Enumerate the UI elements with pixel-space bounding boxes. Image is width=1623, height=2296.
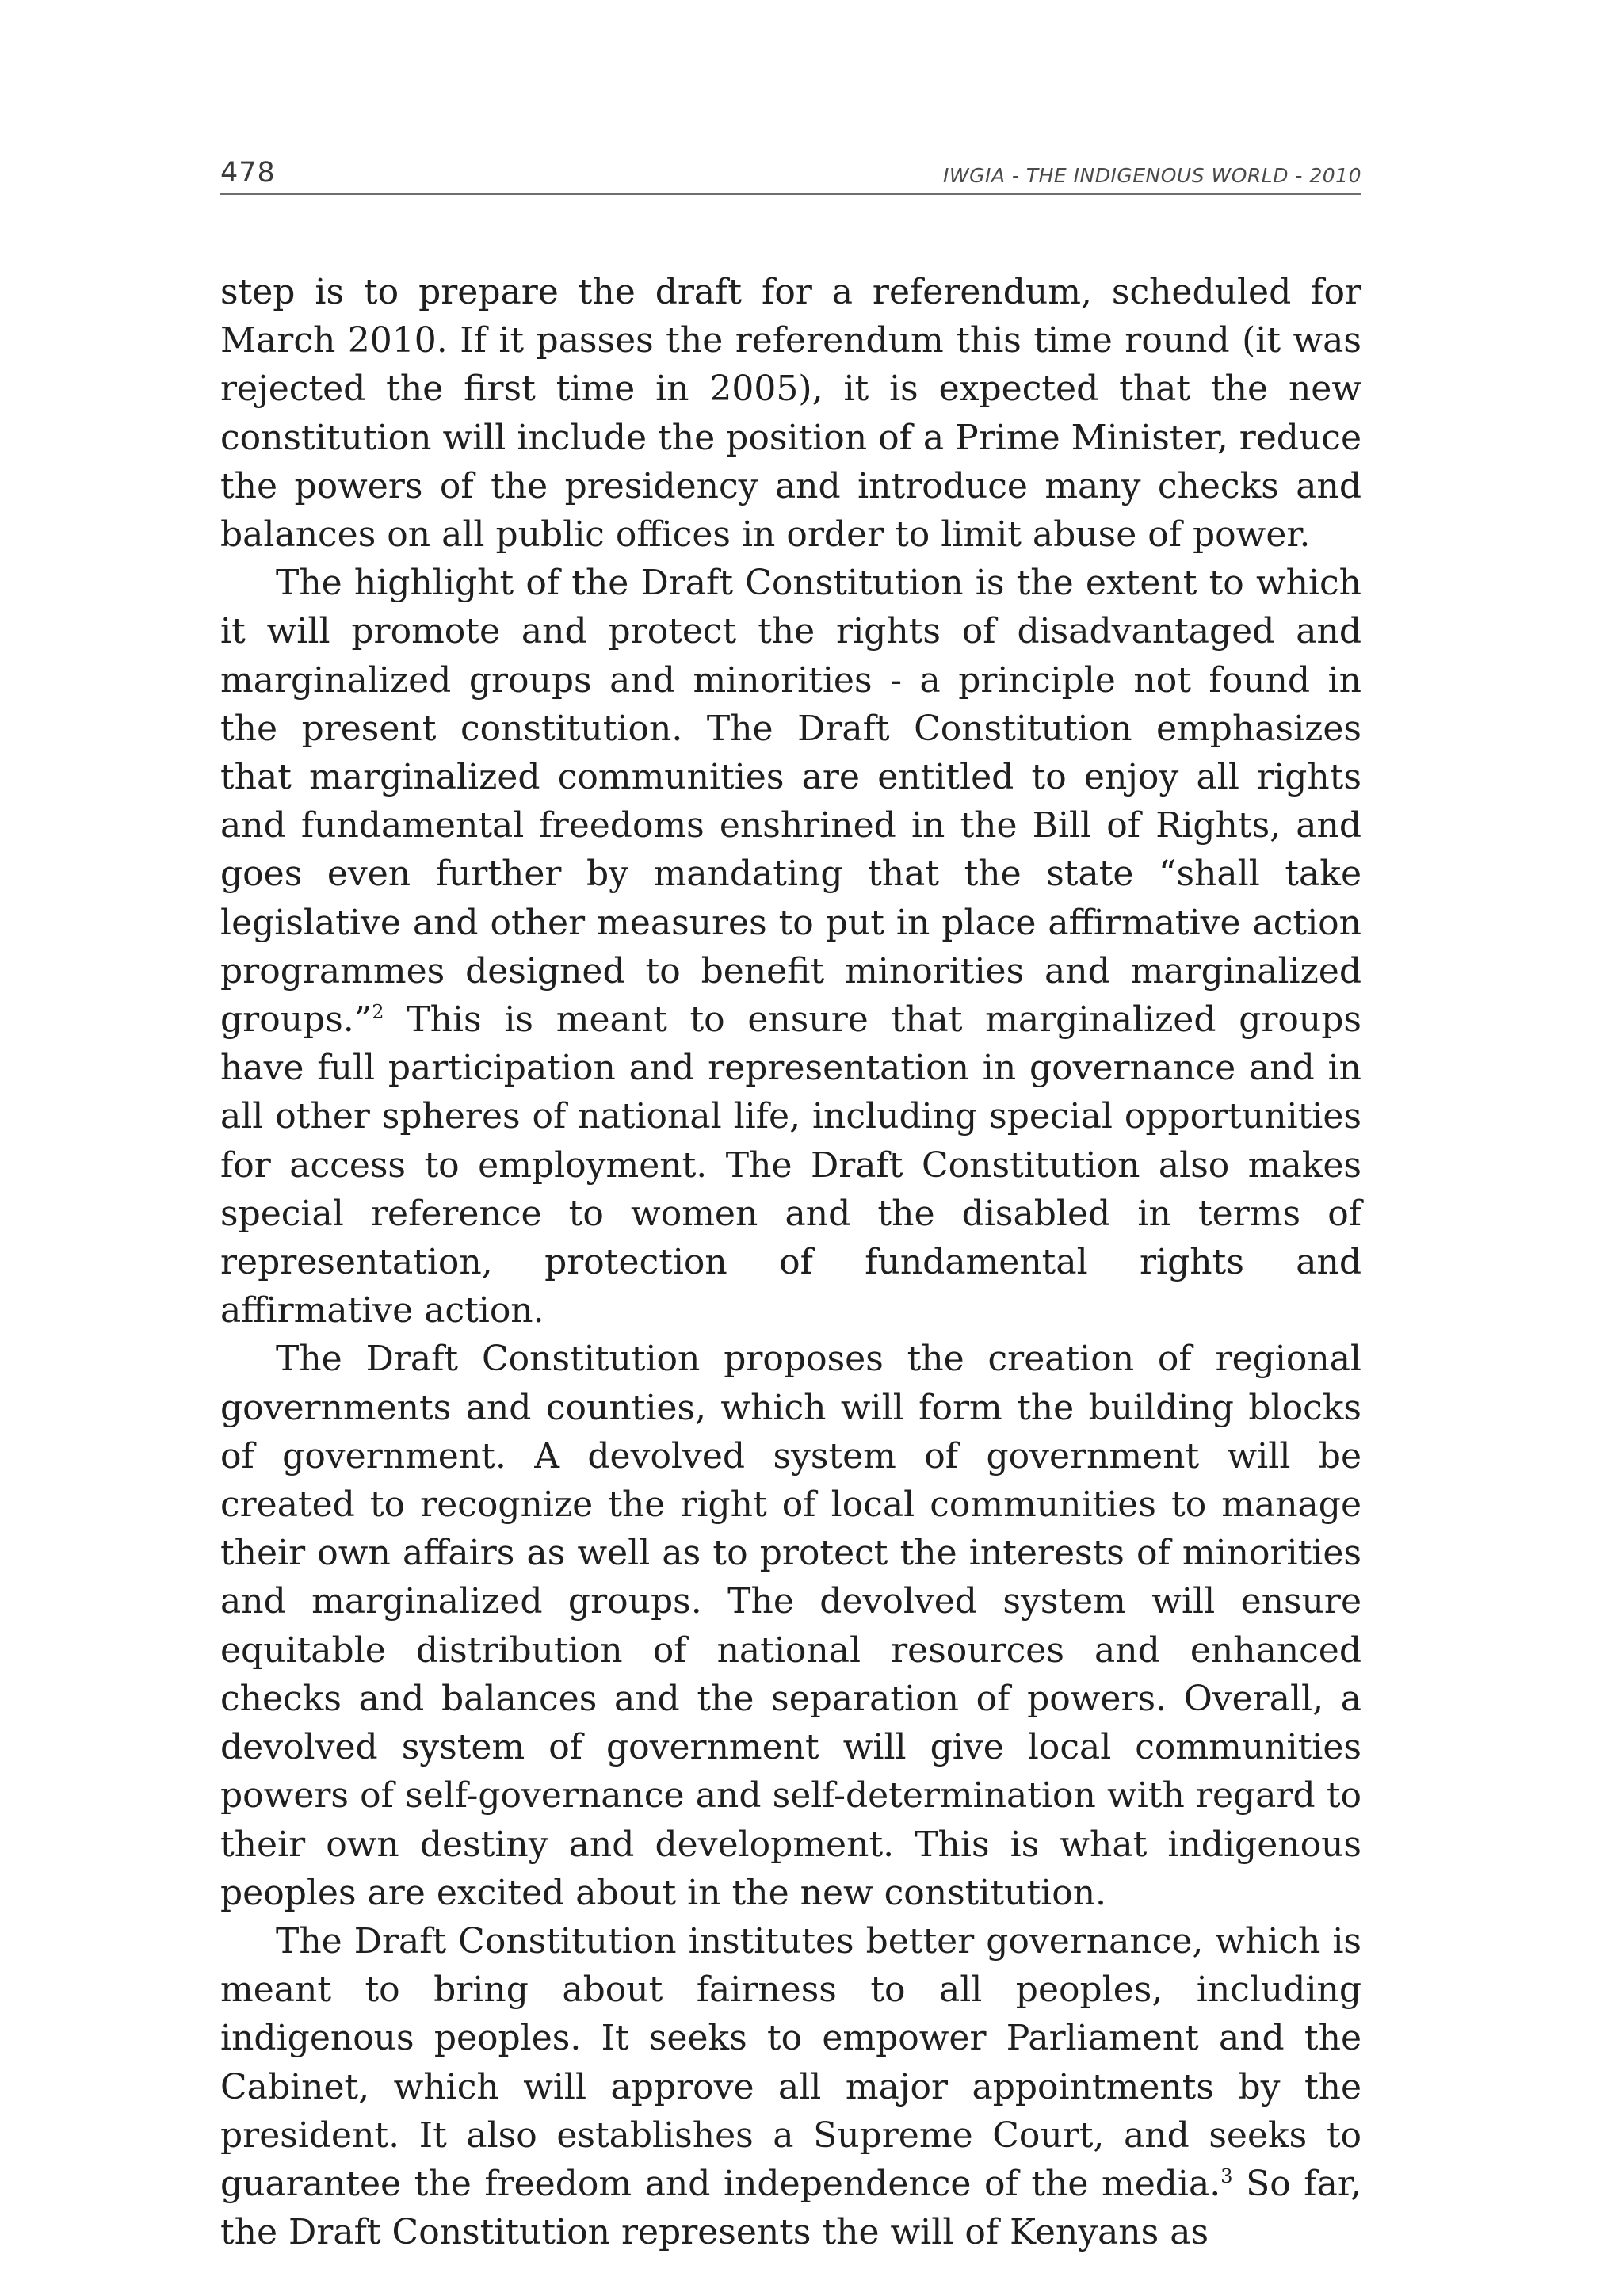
page-number: 478 bbox=[220, 157, 276, 189]
paragraph-1-text: step is to prepare the draft for a referendum, scheduled for March 2010. If it passes the referendum this time round (it was rejected the first time in 2005), it is expected that the new constitution will include the position of a Prime Minister, reduce the powers of the presidency and introduce many checks and balances on all public offices in order to limit abuse of power. bbox=[220, 272, 1361, 556]
paragraph-2-text-part-1: The highlight of the Draft Constitution is the extent to which it will promote and protect the rights of disadvantaged and marginalized groups and minorities - a principle not found in the present constitution. The Draft Constitution emphasizes that marginalized communities are entitled to enjoy all rights and fundamental freedoms enshrined in the Bill of Rights, and goes even further by mandating that the state “shall take legislative and other measures to put in place affirmative action programmes designed to benefit minorities and marginalized groups.” bbox=[220, 563, 1361, 1041]
footnote-reference-3: 3 bbox=[1220, 2164, 1233, 2187]
footnote-reference-2: 2 bbox=[372, 1001, 384, 1024]
running-header bbox=[220, 154, 1361, 195]
running-header-title: IWGIA - THE INDIGENOUS WORLD - 2010 bbox=[942, 164, 1361, 187]
paragraph-2-text-part-2: This is meant to ensure that marginalized groups have full participation and representation in governance and in all other spheres of national life, including special opportunities for access to employment. The Draft Constitution also makes special reference to women and the disabled in terms of representation, protection of fundamental rights and affirmative action. bbox=[220, 999, 1361, 1331]
paragraph-4-text-part-2: So far, the Draft Constitution represents the will of Kenyans as bbox=[220, 2163, 1361, 2253]
paragraph-4 bbox=[220, 1917, 1361, 2256]
paragraph-4-text-part-1: The Draft Constitution institutes better governance, which is meant to bring about fairness to all peoples, including indigenous peoples. It seeks to empower Parliament and the Cabinet, which will approve all major appointments by the president. It also establishes a Supreme Court, and seeks to guarantee the freedom and independence of the media. bbox=[220, 1920, 1361, 2204]
paragraph-3 bbox=[220, 1335, 1361, 1916]
body-text bbox=[220, 268, 1361, 2256]
paragraph-2 bbox=[220, 559, 1361, 1335]
paragraph-3-text: The Draft Constitution proposes the creation of regional governments and counties, which will form the building blocks of government. A devolved system of government will be created to recognize the right of local communities to manage their own affairs as well as to protect the interests of minorities and marginalized groups. The devolved system will ensure equitable distribution of national resources and enhanced checks and balances and the separation of powers. Overall, a devolved system of government will give local communities powers of self-governance and self-determination with regard to their own destiny and development. This is what indigenous peoples are excited about in the new constitution. bbox=[220, 1339, 1361, 1913]
paragraph-1 bbox=[220, 268, 1361, 559]
